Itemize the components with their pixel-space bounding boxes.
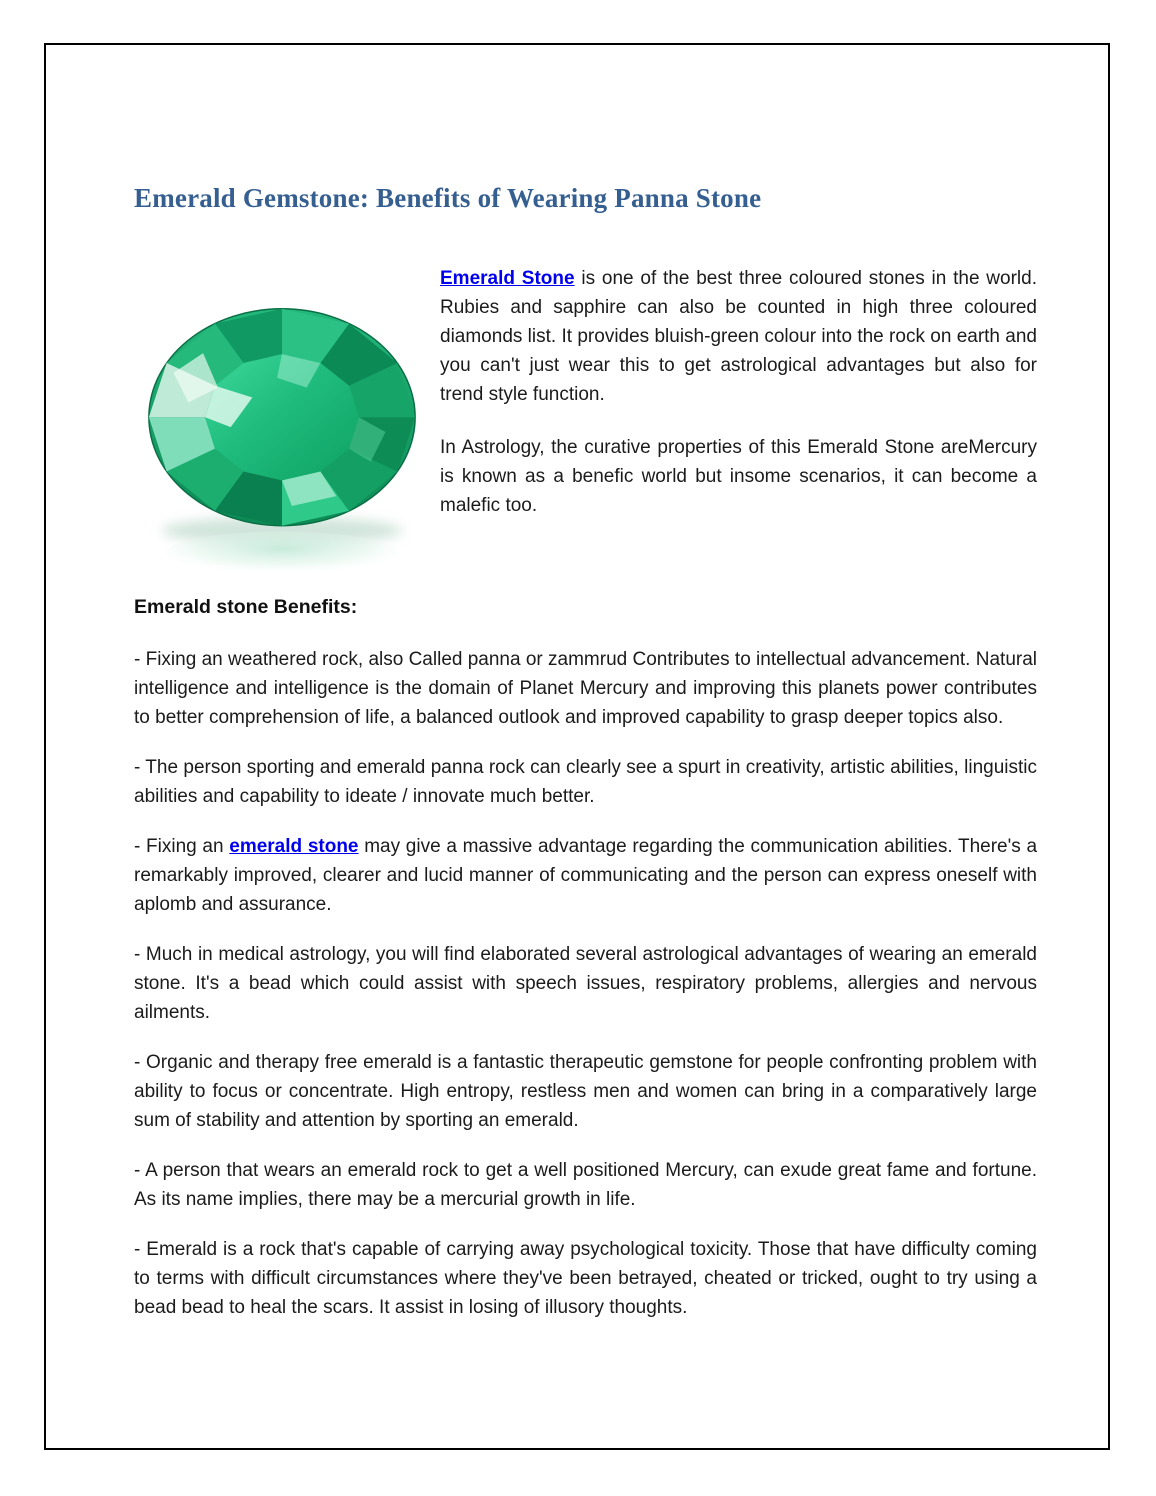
paragraph-text: - Much in medical astrology, you will find elaborated several astrological advantages of wearing an emerald stone. It's a bead which could assist with speech issues, respiratory problems, allergies and nervous ailments. (134, 944, 1037, 1024)
emerald-stone-link[interactable]: emerald stone (229, 836, 359, 858)
page-title: Emerald Gemstone: Benefits of Wearing Panna Stone (134, 183, 762, 213)
emerald-gemstone-image (134, 264, 434, 571)
document-page (44, 43, 1110, 1450)
emerald-gem-icon (134, 294, 430, 576)
paragraph (134, 1048, 1037, 1135)
paragraph (134, 753, 1037, 811)
paragraph (134, 1235, 1037, 1322)
paragraph-text: - Organic and therapy free emerald is a fantastic therapeutic gemstone for people confronting problem with ability to focus or concentrate. High entropy, restless men and women can bring in a comparatively large sum of stability and attention by sporting an emerald. (134, 1052, 1037, 1132)
paragraph (134, 1156, 1037, 1214)
benefits-heading: Emerald stone Benefits: (134, 596, 358, 619)
paragraph-text: - Fixing an weathered rock, also Called panna or zammrud Contributes to intellectual advancement. Natural intelligence and intelligence is the domain of Planet Mercury and improving this planets power contributes to better comprehension of life, a balanced outlook and improved capability to grasp deeper topics also. (134, 649, 1037, 729)
benefits-list (134, 645, 1037, 1322)
paragraph-text: - A person that wears an emerald rock to get a well positioned Mercury, can exude great fame and fortune. As its name implies, there may be a mercurial growth in life. (134, 1160, 1037, 1211)
intro-section (134, 264, 1037, 576)
emerald-stone-link[interactable]: Emerald Stone (440, 268, 575, 290)
paragraph-text: - Emerald is a rock that's capable of carrying away psychological toxicity. Those that have difficulty coming to terms with difficult circumstances where they've been betrayed, cheated or tricked, ought to try using a bead bead to heal the scars. It assist in losing of illusory thoughts. (134, 1239, 1037, 1319)
paragraph (134, 645, 1037, 732)
paragraph-text: is one of the best three coloured stones in the world. Rubies and sapphire can also be counted in high three coloured diamonds list. It provides bluish-green colour into the rock on earth and you can't just wear this to get astrological advantages but also for trend style function. (440, 268, 1037, 406)
paragraph-text: - The person sporting and emerald panna rock can clearly see a spurt in creativity, artistic abilities, linguistic abilities and capability to ideate / innovate much better. (134, 757, 1037, 808)
paragraph-text: may give a massive advantage regarding the communication abilities. There's a remarkably improved, clearer and lucid manner of communicating and the person can express oneself with aplomb and assurance. (134, 836, 1038, 916)
paragraph (134, 940, 1037, 1027)
paragraph (134, 832, 1037, 919)
paragraph-text: - Fixing an (134, 836, 230, 858)
paragraph-text: In Astrology, the curative properties of this Emerald Stone areMercury is known as a benefic world but insome scenarios, it can become a malefic too. (440, 437, 1037, 517)
